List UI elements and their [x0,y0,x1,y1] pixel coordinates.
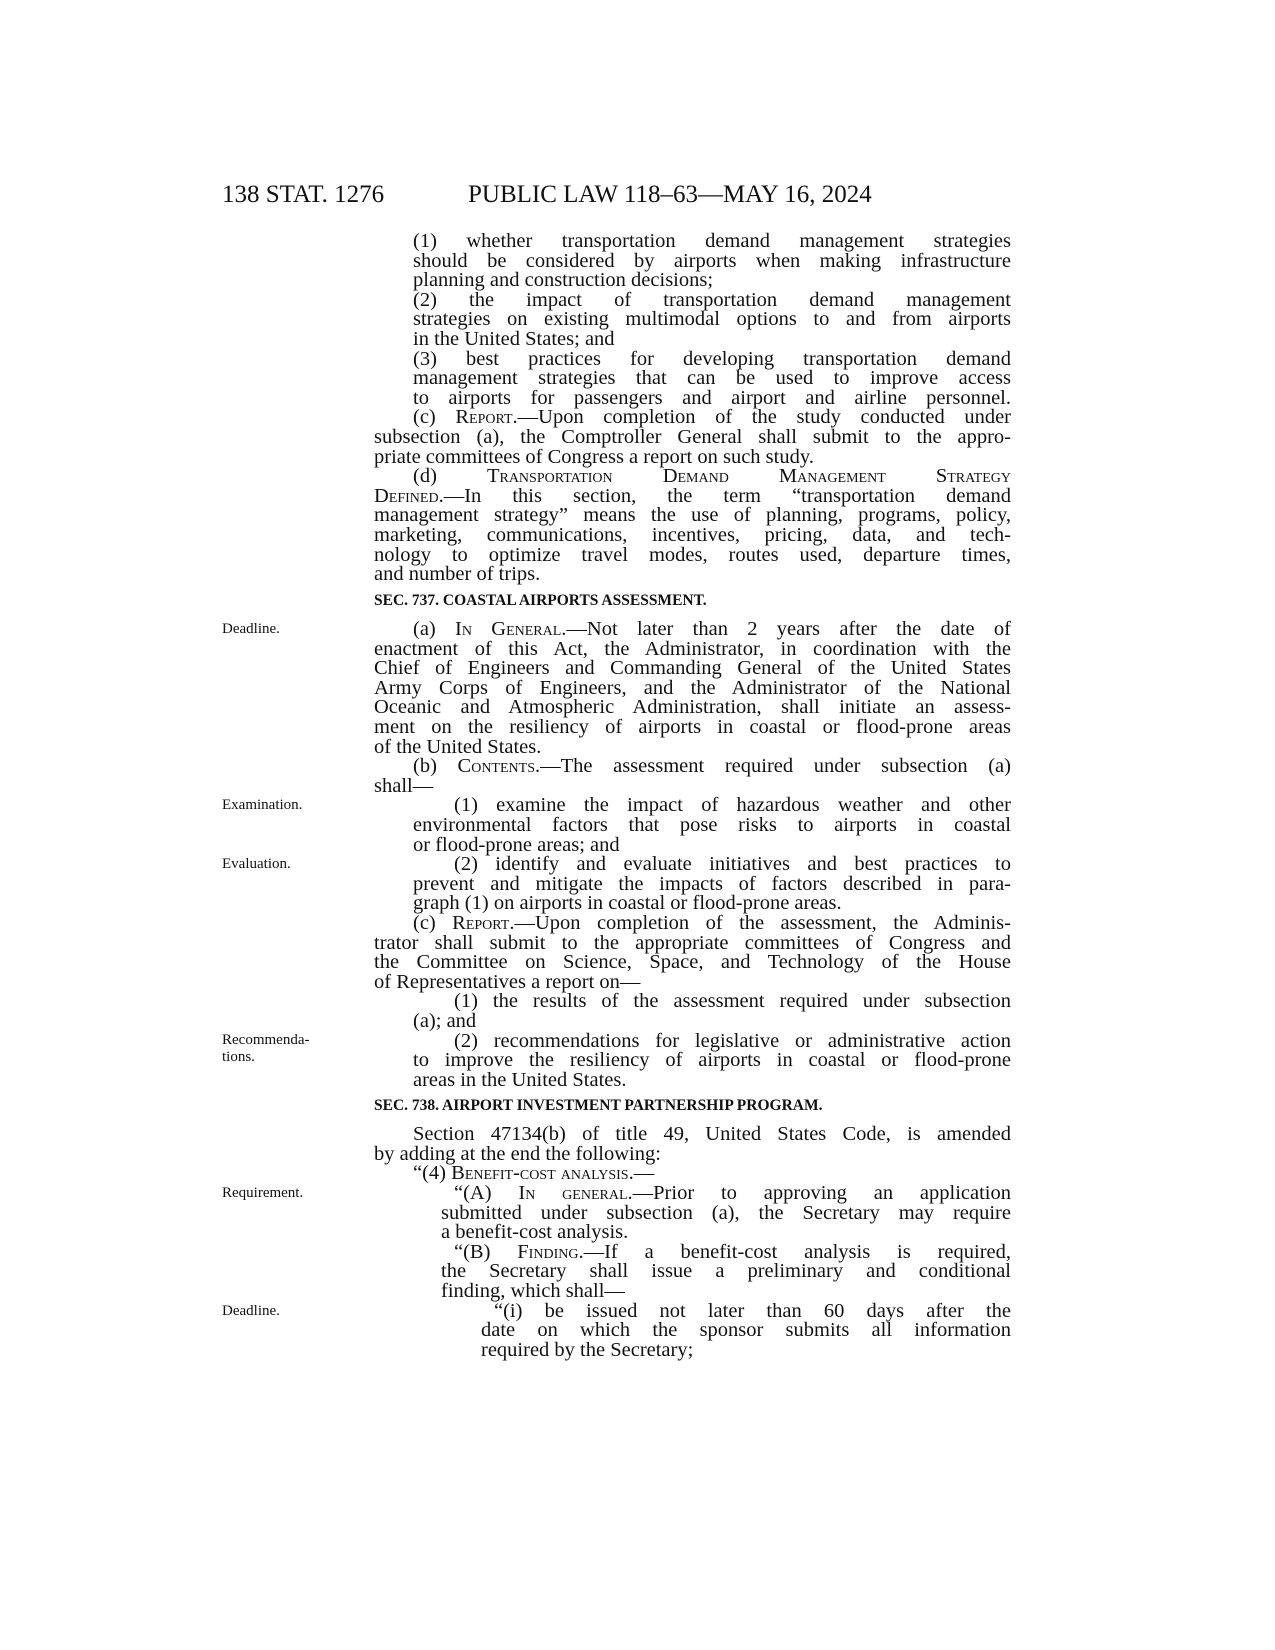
enum: (c) [413,912,453,934]
text-line: to airports for passengers and airport and airline personnel. [413,387,1011,409]
text-run: .— [628,1162,655,1184]
text-line: graph (1) on airports in coastal or flood-prone areas. [413,892,842,914]
text-run: .—The assessment required under subsection (a) [534,755,1011,777]
statute-page-number: 138 STAT. 1276 [222,181,385,208]
text-line: the Committee on Science, Space, and Technology of the House [374,951,1011,973]
text-line: management strategies that can be used to improve access [413,367,1011,389]
text-line: shall— [374,775,434,797]
heading-word: Defined [374,485,439,507]
text-line: required by the Secretary; [481,1339,694,1361]
subsection-heading: Contents [457,755,535,777]
margin-note-requirement: Requirement. [222,1185,304,1201]
text-line: finding, which shall— [441,1280,625,1302]
margin-note-deadline: Deadline. [222,621,280,637]
margin-note-deadline-2: Deadline. [222,1303,280,1319]
text-line: and number of trips. [374,563,541,585]
public-law-header: PUBLIC LAW 118–63—MAY 16, 2024 [468,181,872,208]
text-line: (2) identify and evaluate initiatives and best practices to [454,853,1011,875]
text-line: the Secretary shall issue a preliminary and conditional [441,1260,1011,1282]
margin-note-evaluation: Evaluation. [222,856,291,872]
text-run: .—Prior to approving an application [627,1182,1011,1204]
enum: “(4) [413,1162,452,1184]
subparagraph-heading: Finding [517,1241,579,1263]
subsection-heading-line [413,913,1011,933]
subsection-heading: Report [452,912,510,934]
text-run: .—Upon completion of the assessment, the Adminis- [509,912,1011,934]
subparagraph-heading-line [454,1242,1011,1262]
text-line: Army Corps of Engineers, and the Administrator of the National [374,677,1011,699]
section-737-heading: SEC. 737. COASTAL AIRPORTS ASSESSMENT. [374,592,707,609]
text-line: strategies on existing multimodal options to and from airports [413,308,1011,330]
text-line: ment on the resiliency of airports in coastal or flood-prone areas [374,716,1011,738]
text-run: .—Not later than 2 years after the date of [561,618,1011,640]
subsection-heading: In General [455,618,562,640]
heading-word: Transportation [486,465,613,487]
heading-word: Strategy [935,465,1011,487]
text-line: marketing, communications, incentives, pricing, data, and tech- [374,524,1011,546]
subsection-heading-line [413,756,1011,776]
text-line: by adding at the end the following: [374,1143,661,1165]
text-run: .—If a benefit-cost analysis is required, [578,1241,1011,1263]
enum: (a) [413,618,456,640]
text-line: areas in the United States. [413,1069,627,1091]
subsection-heading-line [374,486,1011,506]
text-line: Section 47134(b) of title 49, United States Code, is amended [413,1123,1011,1145]
text-line: nology to optimize travel modes, routes used, departure times, [374,544,1011,566]
text-line: enactment of this Act, the Administrator, in coordination with the [374,638,1011,660]
text-line: of Representatives a report on— [374,971,641,993]
text-line: a benefit-cost analysis. [441,1221,629,1243]
subsection-heading-line [413,466,1011,486]
text-run: .—Upon completion of the study conducted under [512,406,1011,428]
text-line: subsection (a), the Comptroller General shall submit to the appro- [374,426,1011,448]
subparagraph-heading-line [454,1183,1011,1203]
enum: (d) [413,465,437,487]
margin-note-recommendations-cont: tions. [222,1049,255,1065]
margin-note-examination: Examination. [222,797,303,813]
text-line: (1) examine the impact of hazardous weather and other [454,794,1011,816]
text-line: (2) recommendations for legislative or administrative action [454,1030,1011,1052]
text-line: prevent and mitigate the impacts of factors described in para- [413,873,1011,895]
text-line: priate committees of Congress a report on such study. [374,446,814,468]
enum: “(B) [454,1241,518,1263]
text-line: environmental factors that pose risks to airports in coastal [413,814,1011,836]
enum: (b) [413,755,458,777]
heading-word: Demand [662,465,729,487]
text-line: (3) best practices for developing transportation demand [413,348,1011,370]
heading-word: Management [778,465,886,487]
text-line: (2) the impact of transportation demand management [413,289,1011,311]
paragraph-heading-line [413,1163,1011,1183]
text-line: management strategy” means the use of planning, programs, policy, [374,504,1011,526]
text-line: submitted under subsection (a), the Secretary may require [441,1202,1011,1224]
text-line: to improve the resiliency of airports in coastal or flood-prone [413,1049,1011,1071]
text-line: should be considered by airports when making infrastructure [413,250,1011,272]
text-line: Oceanic and Atmospheric Administration, shall initiate an assess- [374,696,1011,718]
text-line: trator shall submit to the appropriate committees of Congress and [374,932,1011,954]
subsection-heading-line [413,407,1011,427]
margin-note-recommendations: Recommenda- [222,1032,310,1048]
enum: (c) [413,406,456,428]
text-line: or flood-prone areas; and [413,834,620,856]
paragraph-heading: Benefit-cost analysis [451,1162,629,1184]
section-738-heading: SEC. 738. AIRPORT INVESTMENT PARTNERSHIP PROGRAM. [374,1097,823,1114]
text-line: of the United States. [374,736,542,758]
text-line: (1) whether transportation demand management strategies [413,230,1011,252]
text-line: “(i) be issued not later than 60 days after the [494,1300,1011,1322]
enum: “(A) [454,1182,519,1204]
subsection-heading-line [413,619,1011,639]
text-line: date on which the sponsor submits all information [481,1319,1011,1341]
text-line: (1) the results of the assessment required under subsection [454,990,1011,1012]
text-line: (a); and [413,1010,477,1032]
text-line: planning and construction decisions; [413,269,714,291]
text-line: Chief of Engineers and Commanding General of the United States [374,657,1011,679]
text-run: .—In this section, the term “transportation demand [438,485,1011,507]
subparagraph-heading: In general [518,1182,628,1204]
text-line: in the United States; and [413,328,615,350]
subsection-heading: Report [455,406,513,428]
